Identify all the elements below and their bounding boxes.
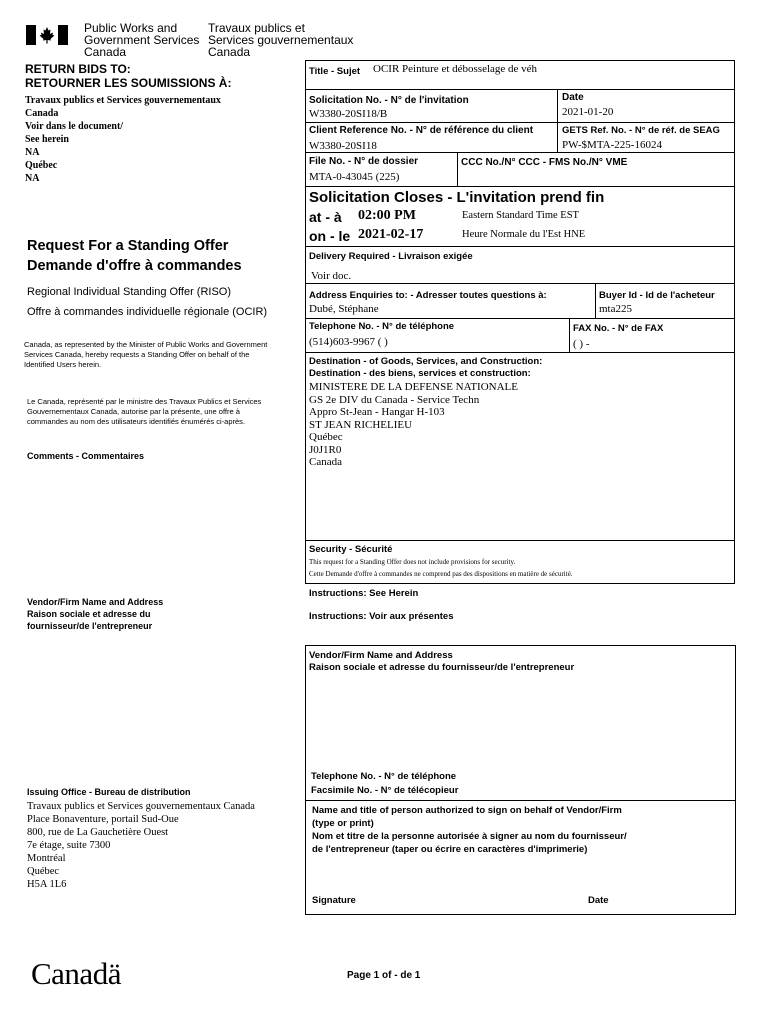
timezone-fr: Heure Normale du l'Est HNE (462, 229, 586, 240)
security-text-en: This request for a Standing Offer does not include provisions for security. (309, 558, 516, 566)
canada-flag-icon (26, 25, 68, 45)
title-value: OCIR Peinture et débosselage de véh (373, 63, 538, 75)
page-title: Request For a Standing Offer Demande d'offre à commandes (27, 238, 242, 274)
delivery-label: Delivery Required - Livraison exigée (309, 251, 473, 262)
instructions-en: Instructions: See Herein (309, 588, 419, 599)
address-enquiries-value: Dubé, Stéphane (309, 303, 379, 315)
return-bids-title: RETURN BIDS TO: RETOURNER LES SOUMISSIONS À: (25, 62, 232, 90)
ccc-number-label: CCC No./N° CCC - FMS No./N° VME (461, 157, 628, 168)
department-name-en: Public Works and Government Services Canada (84, 21, 200, 59)
department-name-fr: Travaux publics et Services gouvernementaux Canada (208, 21, 354, 59)
timezone-en: Eastern Standard Time EST (462, 210, 579, 221)
request-paragraph-fr: Le Canada, représenté par le ministre des Travaux Publics et Services Gouvernementaux Canada, autorise par la présente, une offre à commandes au nom des utilisateurs identifiés énumérés ci-après. (27, 397, 262, 426)
security-label: Security - Sécurité (309, 544, 393, 555)
solicitation-closes-title: Solicitation Closes - L'invitation prend fin (309, 189, 605, 206)
fax-value: ( ) - (573, 338, 590, 350)
signature-date-label: Date (588, 895, 609, 906)
closing-date-value: 2021-02-17 (358, 227, 424, 242)
title-label: Title - Sujet (309, 66, 361, 77)
signature-label: Signature (312, 895, 356, 906)
request-paragraph-en: Canada, as represented by the Minister of Public Works and Government Services Canada, hereby requests a Standing Offer on behalf of the Identified Users herein. (24, 340, 268, 369)
gets-reference-label: GETS Ref. No. - N° de réf. de SEAG (562, 125, 720, 136)
file-number-value: MTA-0-43045 (225) (309, 171, 400, 183)
client-reference-label: Client Reference No. - N° de référence du client (309, 125, 534, 136)
instructions-fr: Instructions: Voir aux présentes (309, 611, 454, 622)
return-address: Travaux publics et Services gouvernementaux Canada Voir dans le document/ See herein NA Québec NA (25, 95, 221, 184)
authorized-signer-label: Name and title of person authorized to sign on behalf of Vendor/Firm (type or print) Nom et titre de la personne autorisée à signer au nom du fournisseur/ de l'entrepreneur (taper ou écrire en caractères d'imprimerie) (312, 805, 627, 855)
page-number: Page 1 of - de 1 (347, 970, 421, 981)
vendor-phone-labels: Telephone No. - N° de téléphone Facsimile No. - N° de télécopieur (311, 771, 459, 796)
buyer-id-label: Buyer Id - Id de l'acheteur (599, 290, 715, 301)
destination-address: MINISTERE DE LA DEFENSE NATIONALE GS 2e DIV du Canada - Service Techn Appro St-Jean - Hangar H-103 ST JEAN RICHELIEU Québec J0J1R0 Canada (309, 381, 518, 468)
vendor-label-left: Vendor/Firm Name and Address Raison sociale et adresse du fournisseur/de l'entrepreneur (27, 597, 164, 631)
address-enquiries-label: Address Enquiries to: - Adresser toutes questions à: (309, 290, 547, 301)
solicitation-number-label: Solicitation No. - N° de l'invitation (309, 95, 469, 106)
issuing-office-address: Travaux publics et Services gouvernementaux Canada Place Bonaventure, portail Sud-Oue 800, rue de La Gauchetière Ouest 7e étage, suite 7300 Montréal Québec H5A 1L6 (27, 801, 255, 890)
client-reference-value: W3380-20SI18 (309, 140, 377, 152)
telephone-label: Telephone No. - N° de téléphone (309, 321, 455, 332)
telephone-value: (514)603-9967 ( ) (309, 336, 388, 348)
buyer-id-value: mta225 (599, 303, 632, 315)
closing-time-value: 02:00 PM (358, 208, 416, 223)
security-text-fr: Cette Demande d'offre à commandes ne comprend pas des dispositions en matière de sécurité. (309, 570, 573, 578)
vendor-name-label: Vendor/Firm Name and Address Raison sociale et adresse du fournisseur/de l'entrepreneur (309, 650, 575, 673)
file-number-label: File No. - N° de dossier (309, 156, 419, 167)
delivery-value: Voir doc. (311, 270, 352, 282)
offer-type: Regional Individual Standing Offer (RISO) Offre à commandes individuelle régionale (OCIR) (27, 286, 268, 318)
fax-label: FAX No. - N° de FAX (573, 323, 664, 334)
gets-reference-value: PW-$MTA-225-16024 (562, 139, 662, 151)
comments-label: Comments - Commentaires (27, 451, 145, 461)
solicitation-number-value: W3380-20SI18/B (309, 108, 388, 120)
closing-at-label: at - à (309, 209, 342, 225)
issuing-office-label: Issuing Office - Bureau de distribution (27, 787, 191, 797)
date-label: Date (562, 92, 584, 103)
destination-label: Destination - of Goods, Services, and Construction: Destination - des biens, services et construction: (309, 356, 543, 379)
canada-wordmark: Canadä (31, 956, 121, 991)
date-value: 2021-01-20 (562, 106, 614, 118)
closing-on-label: on - le (309, 228, 351, 244)
